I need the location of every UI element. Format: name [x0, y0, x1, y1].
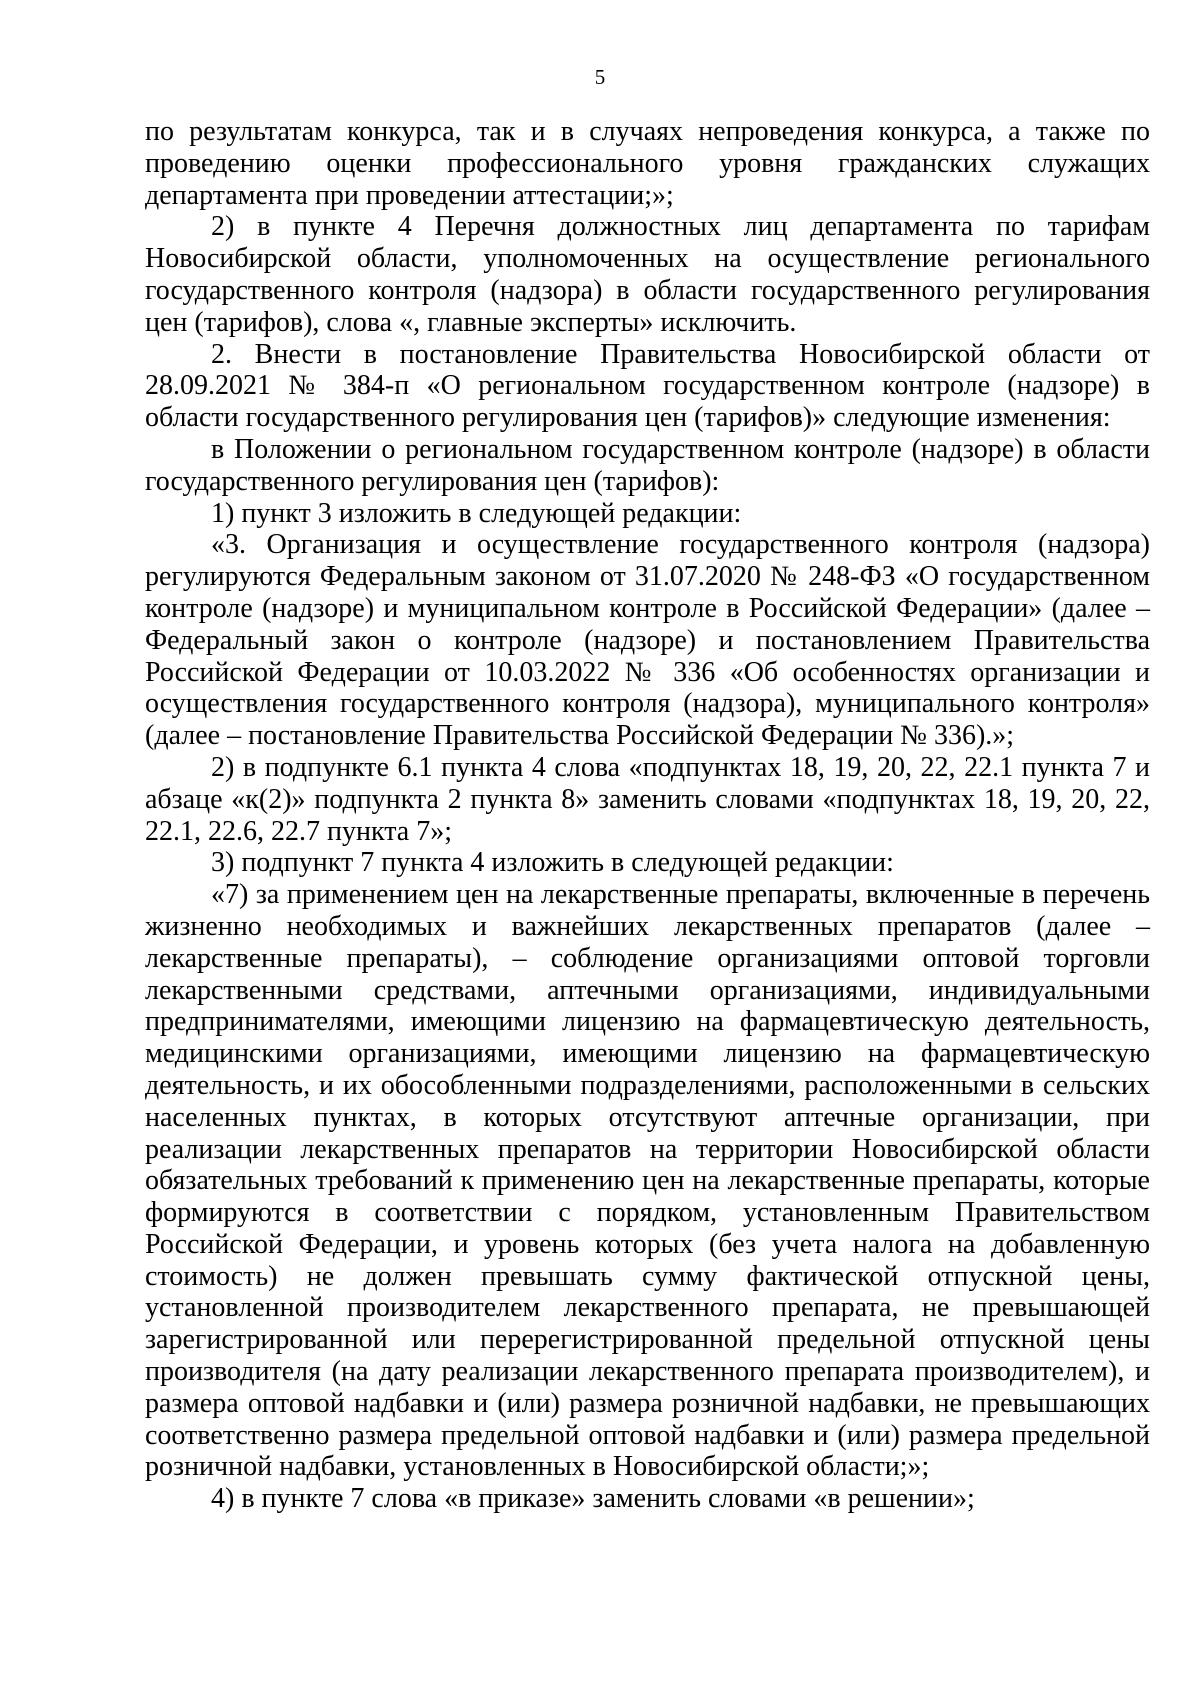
paragraph-section-2: 2. Внести в постановление Правительства Новосибирской области от 28.09.2021 № 384-п «О региональном государственном контроле (надзоре) в области государственного регулирования цен (тарифов)» следующие изменения:	[145, 338, 1150, 434]
paragraph-item-2-point-4: 2) в пункте 4 Перечня должностных лиц департамента по тарифам Новосибирской области, уполномоченных на осуществление регионального государственного контроля (надзора) в области государственного регулирования цен (тарифов), слова «, главные эксперты» исключить.	[145, 211, 1150, 338]
paragraph-regulation-intro: в Положении о региональном государственном контроле (надзоре) в области государственного регулирования цен (тарифов):	[145, 433, 1150, 497]
paragraph-item-1: 1) пункт 3 изложить в следующей редакции:	[211, 497, 742, 529]
paragraph-quoted-subpoint-7: «7) за применением цен на лекарственные препараты, включенные в перечень жизненно необходимых и важнейших лекарственных препаратов (далее – лекарственные препараты), – соблюдение организациями оптовой торговли лекарственными средствами, аптечными организациями, индивидуальными предпринимателями, имеющими лицензию на фармацевтическую деятельность, медицинскими организациями, имеющими лицензию на фармацевтическую деятельность, и их обособленными подразделениями, расположенными в сельских населенных пунктах, в которых отсутствуют аптечные организации, при реализации лекарственных препаратов на территории Новосибирской области обязательных требований к применению цен на лекарственные препараты, которые формируются в соответствии с порядком, установленным Правительством Российской Федерации, и уровень которых (без учета налога на добавленную стоимость) не должен превышать сумму фактической отпускной цены, установленной производителем лекарственного препарата, не превышающей зарегистрированной или перерегистрированной предельной отпускной цены производителя (на дату реализации лекарственного препарата производителем), и размера оптовой надбавки и (или) размера розничной надбавки, не превышающих соответственно размера предельной оптовой надбавки и (или) размера предельной розничной надбавки, установленных в Новосибирской области;»;	[145, 879, 1150, 1483]
paragraph-quoted-point-3: «3. Организация и осуществление государственного контроля (надзора) регулируются Федеральным законом от 31.07.2020 № 248-ФЗ «О государственном контроле (надзоре) и муниципальном контроле в Российской Федерации» (далее – Федеральный закон о контроле (надзоре) и постановлением Правительства Российской Федерации от 10.03.2022 № 336 «Об особенностях организации и осуществления государственного контроля (надзора), муниципального контроля» (далее – постановление Правительства Российской Федерации № 336).»;	[145, 529, 1150, 752]
paragraph-continuation: по результатам конкурса, так и в случаях непроведения конкурса, а также по проведению оценки профессионального уровня гражданских служащих департамента при проведении аттестации;»;	[145, 116, 1150, 211]
paragraph-item-4: 4) в пункте 7 слова «в приказе» заменить словами «в решении»;	[211, 1483, 975, 1515]
document-body	[145, 116, 1150, 1515]
paragraph-item-3: 3) подпункт 7 пункта 4 изложить в следующей редакции:	[211, 847, 894, 879]
paragraph-item-2: 2) в подпункте 6.1 пункта 4 слова «подпунктах 18, 19, 20, 22, 22.1 пункта 7 и абзаце «к(2)» подпункта 2 пункта 8» заменить словами «подпунктах 18, 19, 20, 22, 22.1, 22.6, 22.7 пункта 7»;	[145, 751, 1150, 847]
page-number: 5	[594, 65, 606, 89]
